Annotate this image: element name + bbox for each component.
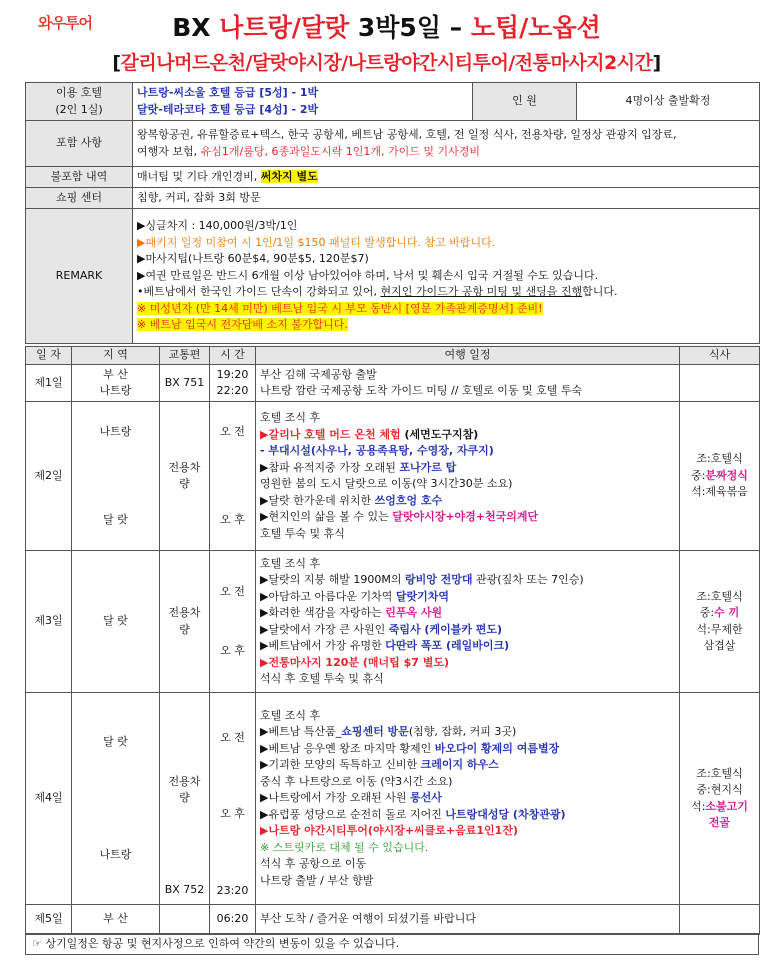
info-table: [25, 82, 760, 344]
col-schedule: 여행 일정: [256, 347, 680, 365]
remark-label: REMARK: [26, 209, 133, 344]
excluded-value: 매너팁 및 기타 개인경비, 써차지 별도: [133, 167, 760, 188]
excluded-label: 불포함 내역: [26, 167, 133, 188]
included-label: 포함 사항: [26, 121, 133, 167]
itinerary-row-day5: 제5일 부 산 06:20 부산 도착 / 즐거운 여행이 되셨기를 바랍니다: [26, 905, 760, 935]
itinerary-row-day1: 제1일 부 산 나트랑 BX 751 19:20 22:20 부산 김해 국제공항 출발 나트랑 깜란 국제공항 도착 가이드 미팅 // 호텔로 이동 및 호텔 투숙: [26, 365, 760, 402]
hotel-value: 나트랑-씨소울 호텔 등급 [5성] - 1박 달랏-테라코타 호텔 등급 [4성] - 2박: [133, 83, 473, 121]
pax-value: 4명이상 출발확정: [577, 83, 760, 121]
hotel-label: 이용 호텔 (2인 1실): [26, 83, 133, 121]
remark-value: ▶싱글차지 : 140,000원/3박/1인 ▶패키지 일정 미참여 시 1인/1일 $150 패널티 발생합니다. 참고 바랍니다. ▶마사지팁(나트랑 60분$4, 90분$5, 120분$7) ▶여권 만료일은 반드시 6개월 이상 남아있어야 하며, 낙서 및 훼손시 입국 거절될 수도 있습니다. •베트남에서 한국인 가이드 단속이 강화되고 있어, 현지인 가이드가 공항 미팅 및 샌딩을 진행합니다. ※ 미성년자 (만 14세 미만) 베트남 입국 시 부모 동반시 [영문 가족관계증명서] 준비! ※ 베트남 입국시 전자담배 소지 불가합니다.: [133, 209, 760, 344]
itinerary-row-day2: 제2일 나트랑 달 랏 전용차량 오 전 오 후 호텔 조식 후 ▶갈리나 호텔 머드 온천 체험 (세면도구지참) - 부대시설(사우나, 공용족욕탕, 수영장, 자쿠지) ▶참파 유적지중 가장 오래된 포나가르 탑 영원한 봄의 도시 달랏으로 이동(약 3시간30분 소요) ▶달랏 한가운데 위치한 쓰엉흐엉 호수 ▶현지인의 삶을 볼 수 있는 달랏야시장+야경+천국의계단 호텔 투숙 및 휴식 조:호텔식 중:분짜정식 석:제육볶음: [26, 402, 760, 551]
footer-note: ☞ 상기일정은 항공 및 현지사정으로 인하여 약간의 변동이 있을 수 있습니다.: [25, 933, 759, 955]
col-transport: 교통편: [160, 347, 210, 365]
shopping-value: 침향, 커피, 잡화 3회 방문: [133, 188, 760, 209]
included-value: 왕복항공권, 유류할증료+텍스, 한국 공항세, 베트남 공항세, 호텔, 전 일정 식사, 전용차량, 일정상 관광지 입장료, 여행자 보험, 유심1개/룸당, 6종과일도시락 1인1개, 가이드 및 기사경비: [133, 121, 760, 167]
itinerary-table: [25, 346, 760, 935]
page-header: [0, 0, 773, 80]
shopping-label: 쇼핑 센터: [26, 188, 133, 209]
pax-label: 인 원: [473, 83, 577, 121]
company-logo: 와우투어: [38, 14, 92, 32]
itinerary-row-day3: 제3일 달 랏 전용차량 오 전 오 후 호텔 조식 후 ▶달랏의 지붕 해발 1900M의 랑비앙 전망대 관광(짚차 또는 7인승) ▶아담하고 아름다운 기차역 달랏기차역 ▶화려한 색감을 자랑하는 린푸옥 사원 ▶달랏에서 가장 큰 사원인 죽림사 (케이블카 편도) ▶베트남에서 가장 유명한 다딴라 폭포 (레일바이크) ▶전통마사지 120분 (매너팁 $7 별도) 석식 후 호텔 투숙 및 휴식 조:호텔식 중:수 끼 석:무제한 삼겹살: [26, 551, 760, 693]
itinerary-row-day4: 제4일 달 랏 나트랑 전용차량 BX 752 오 전 오 후 23:20 호텔 조식 후 ▶베트남 특산품_쇼핑센터 방문(침향, 잡화, 커피 3곳) ▶베트남 응우옌 왕조 마지막 황제인 바오다이 황제의 여름별장 ▶기괴한 모양의 독특하고 신비한 크레이지 하우스 중식 후 나트랑으로 이동 (약3시간 소요) ▶나트랑에서 가장 오래된 사원 롱선사 ▶유럽풍 성당으로 순전히 돌로 지어진 나트랑대성당 (차창관광) ▶나트랑 야간시티투어(야시장+씨클로+음료1인1잔) ※ 스트릿카로 대체 될 수 있습니다. 석식 후 공항으로 이동 나트랑 출발 / 부산 향발 조:호텔식 중:현지식 석:소불고기 전골: [26, 693, 760, 905]
col-meal: 식사: [680, 347, 760, 365]
col-time: 시 간: [210, 347, 256, 365]
page-subtitle: [갈리나머드온천/달랏야시장/나트랑야간시티투어/전통마사지2시간]: [112, 52, 661, 74]
page-title: BX 나트랑/달랏 3박5일 – 노팁/노옵션: [172, 13, 601, 42]
col-region: 지 역: [72, 347, 160, 365]
col-day: 일 자: [26, 347, 72, 365]
